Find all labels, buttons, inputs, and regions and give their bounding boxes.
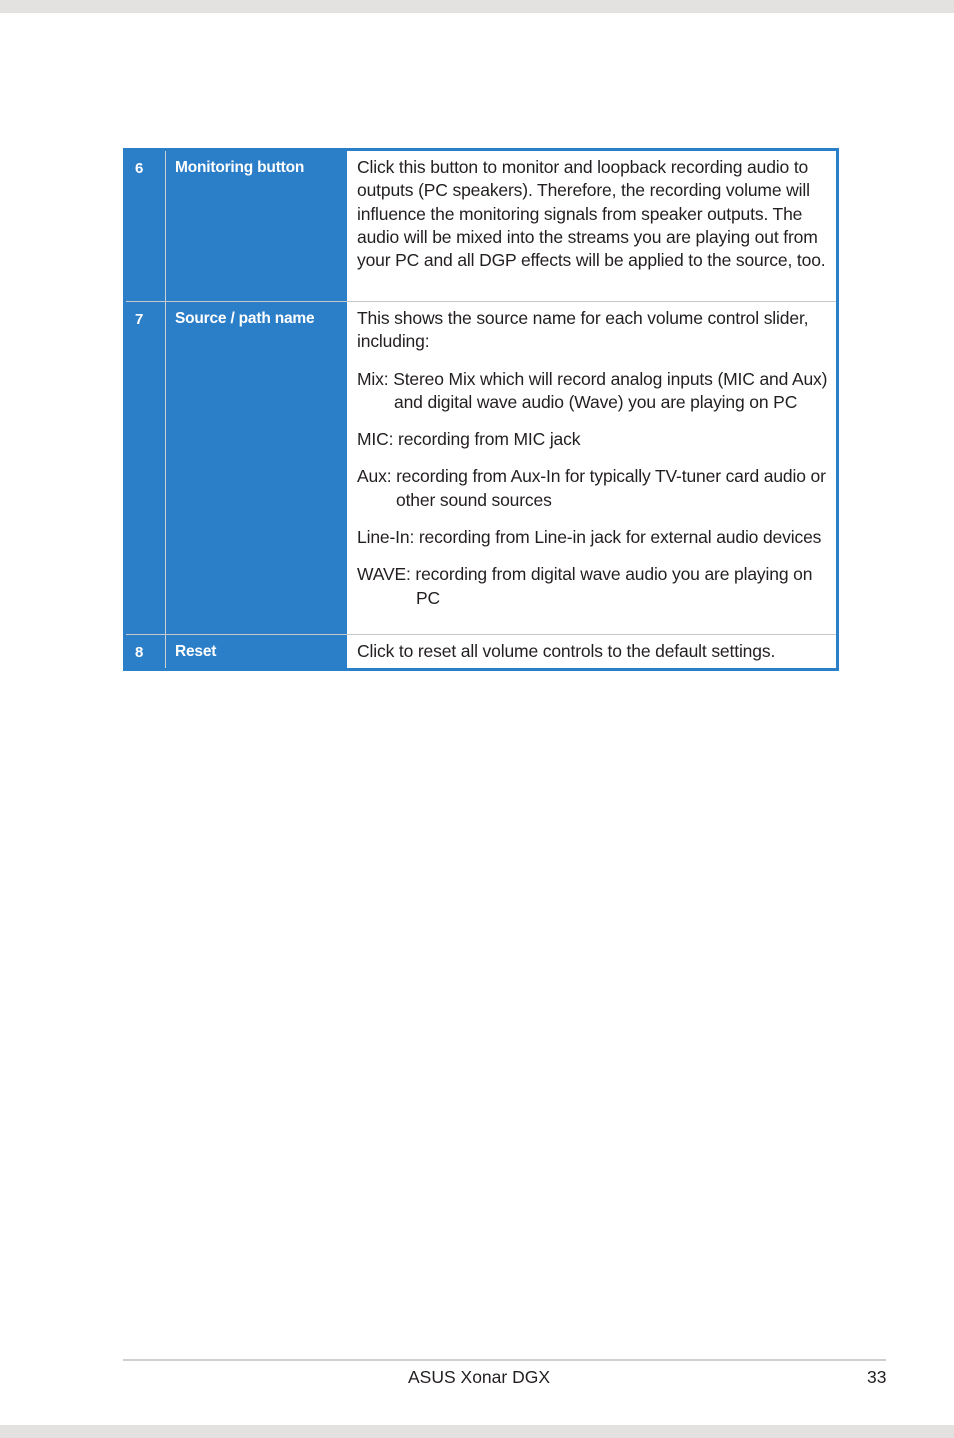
- table-row-source-path-name: [126, 302, 836, 635]
- row-description: [347, 151, 836, 301]
- description-paragraph: Click to reset all volume controls to the default settings.: [357, 641, 776, 661]
- page-bottom-band: [0, 1425, 954, 1438]
- footer-divider: [123, 1359, 886, 1361]
- row-number: 7: [126, 302, 166, 634]
- table-row-reset: [126, 635, 836, 668]
- row-item-name: Monitoring button: [175, 159, 305, 176]
- row-number: 6: [126, 151, 166, 301]
- footer-product-name: ASUS Xonar DGX: [408, 1367, 550, 1387]
- table-row-monitoring-button: [126, 151, 836, 302]
- page-number: 33: [867, 1367, 887, 1387]
- row-item-name: Reset: [175, 643, 217, 660]
- source-mix-description: Mix: Stereo Mix which will record analog inputs (MIC and Aux) and digital wave audio (Wave) you are playing on PC: [357, 368, 828, 412]
- page-top-band: [0, 0, 954, 13]
- source-wave-description: WAVE: recording from digital wave audio you are playing on PC: [357, 564, 813, 608]
- row-number: 8: [126, 635, 166, 668]
- row-description: [347, 635, 836, 668]
- description-paragraph: Click this button to monitor and loopback recording audio to outputs (PC speakers). Therefore, the recording volume will influence the monitoring signals from speaker outputs. The audio will be mixed into the streams you are playing out from your PC and all DGP effects will be applied to the source, too.: [357, 157, 826, 271]
- source-line-in-description: Line-In: recording from Line-in jack for external audio devices: [357, 527, 822, 548]
- function-table: [123, 148, 839, 671]
- row-item-name: Source / path name: [175, 310, 315, 327]
- row-description: [347, 302, 836, 634]
- description-paragraph: This shows the source name for each volume control slider, including:: [357, 308, 809, 352]
- source-aux-description: Aux: recording from Aux-In for typically TV-tuner card audio or other sound sources: [357, 466, 826, 510]
- source-mic-description: MIC: recording from MIC jack: [357, 429, 581, 450]
